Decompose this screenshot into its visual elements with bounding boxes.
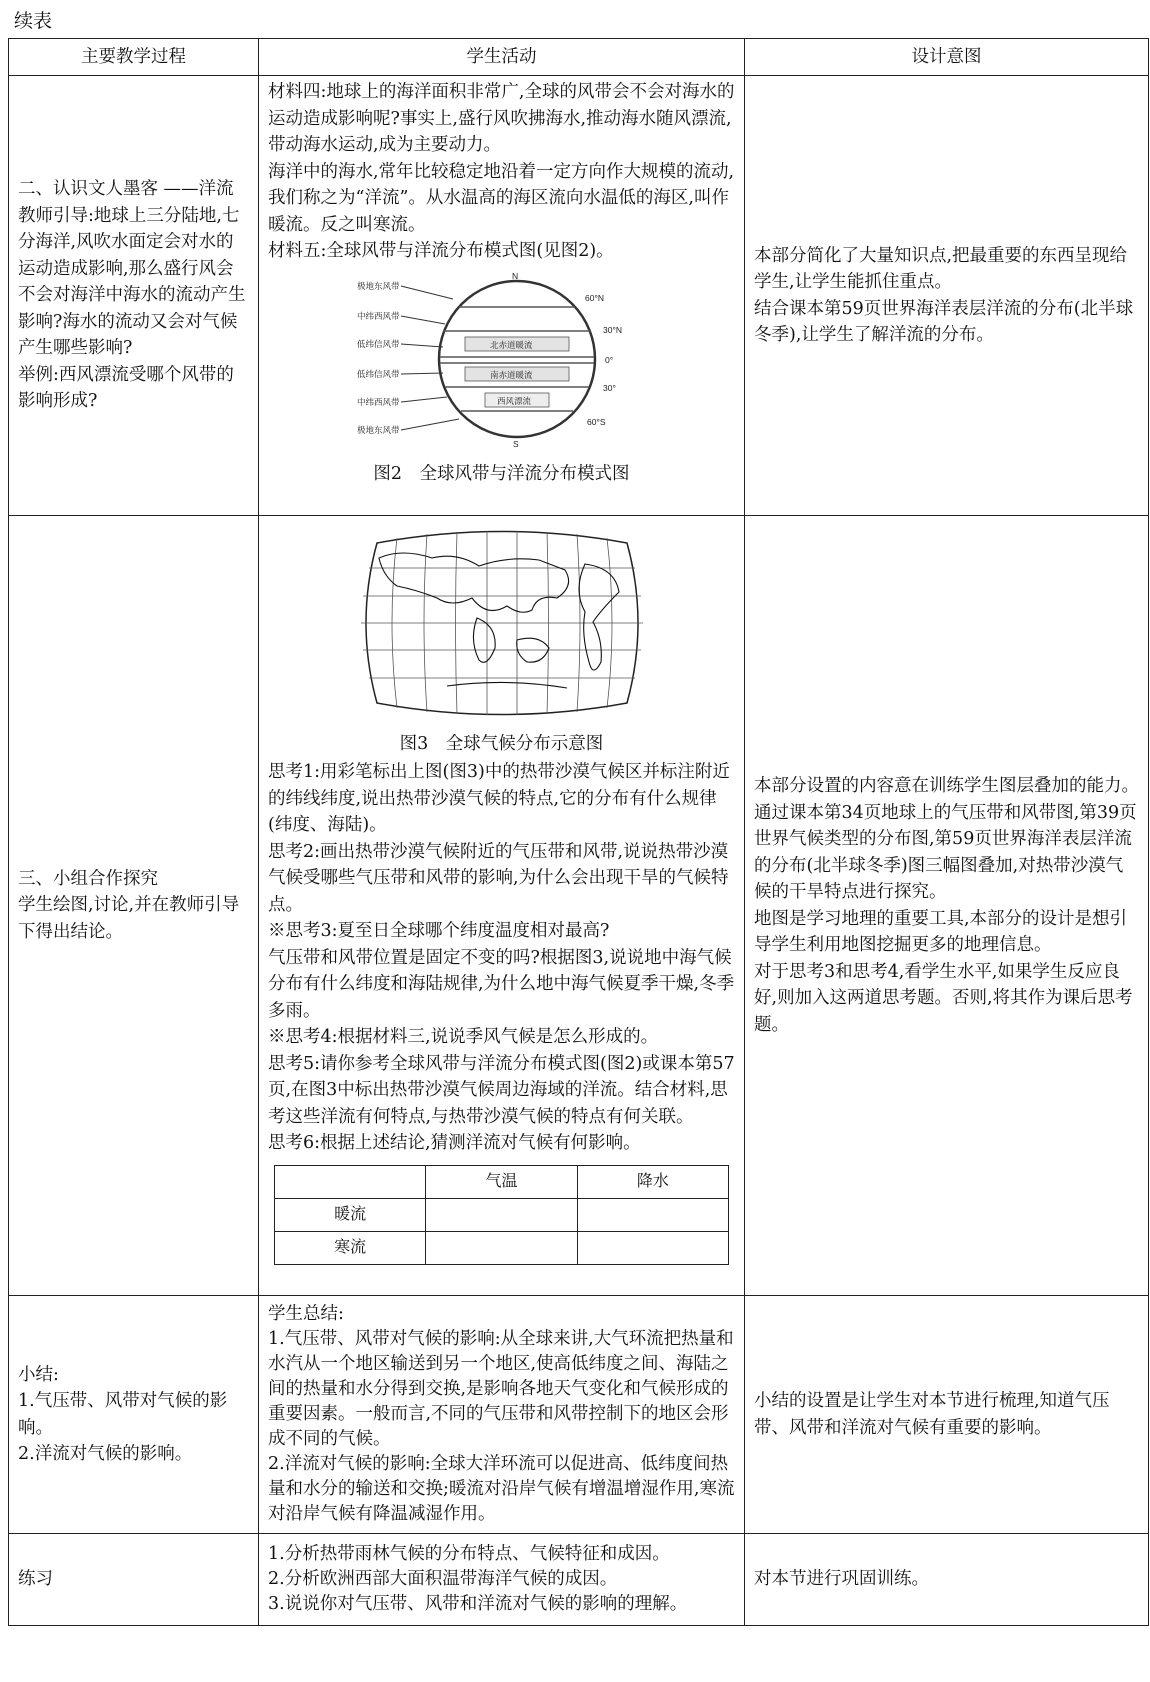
activity-text: 气压带和风带位置是固定不变的吗?根据图3,说说地中海气候分布有什么纬度和海陆规律,为什么地中海气候夏季干燥,冬季多雨。	[268, 947, 735, 1021]
process-text: 1.气压带、风带对气候的影响。	[18, 1391, 228, 1438]
process-text: 练习	[18, 1569, 53, 1590]
lat-label: 60°S	[586, 416, 606, 427]
intent-text: 结合课本第59页世界海洋表层洋流的分布(北半球冬季),让学生了解洋流的分布。	[754, 298, 1134, 345]
intent-cell	[745, 1534, 1149, 1626]
activity-text: 2.洋流对气候的影响:全球大洋环流可以促进高、低纬度间热量和水分的输送和交换;暖流对沿岸气候有增温增湿作用,寒流对沿岸气候有降温减湿作用。	[268, 1454, 735, 1524]
activity-text: ※思考3:夏至日全球哪个纬度温度相对最高?	[268, 921, 610, 941]
activity-text: 思考6:根据上述结论,猜测洋流对气候有何影响。	[268, 1133, 641, 1153]
intent-text: 本部分简化了大量知识点,把最重要的东西呈现给学生,让学生能抓住重点。	[754, 245, 1128, 292]
process-text: 三、小组合作探究	[18, 868, 158, 889]
activity-text: 1.分析热带雨林气候的分布特点、气候特征和成因。	[268, 1544, 670, 1564]
wind-belt-label: 极地东风带	[356, 424, 400, 435]
activity-cell	[259, 1296, 745, 1534]
subtable-header: 降水	[577, 1165, 728, 1198]
subtable-row-header: 寒流	[275, 1231, 426, 1264]
intent-text: 本部分设置的内容意在训练学生图层叠加的能力。通过课本第34页地球上的气压带和风带图,第39页世界气候类型的分布图,第59页世界海洋表层洋流的分布(北半球冬季)图三幅图叠加,对热带沙漠气候的干旱特点进行探究。	[754, 776, 1139, 902]
table-row	[9, 516, 1149, 1296]
current-label: 西风漂流	[496, 395, 531, 406]
process-text: 小结:	[18, 1364, 59, 1385]
subtable-cell[interactable]	[577, 1231, 728, 1264]
continued-label: 续表	[14, 10, 53, 32]
table-row	[9, 1296, 1149, 1534]
subtable-cell[interactable]	[426, 1231, 577, 1264]
current-label: 南赤道暖流	[489, 369, 533, 380]
table-row	[9, 76, 1149, 516]
wind-belt-label: 低纬信风带	[356, 368, 400, 379]
current-climate-table	[274, 1165, 729, 1265]
intent-text: 对本节进行巩固训练。	[754, 1569, 929, 1590]
process-cell	[9, 76, 259, 516]
activity-text: 材料五:全球风带与洋流分布模式图(见图2)。	[268, 241, 614, 261]
current-label: 北赤道暖流	[489, 339, 533, 350]
figure-2-wind-belts-diagram	[268, 269, 735, 458]
intent-text: 地图是学习地理的重要工具,本部分的设计是想引导学生利用地图挖掘更多的地理信息。	[754, 908, 1128, 955]
header-process: 主要教学过程	[9, 39, 259, 76]
table-row	[9, 1534, 1149, 1626]
activity-cell	[259, 516, 745, 1296]
wind-belt-label: 中纬西风带	[356, 396, 400, 407]
activity-text: 海洋中的海水,常年比较稳定地沿着一定方向作大规模的流动,我们称之为“洋流”。从水温高的海区流向水温低的海区,叫作暖流。反之叫寒流。	[268, 161, 735, 235]
process-text: 教师引导:地球上三分陆地,七分海洋,风吹水面定会对水的运动造成影响,那么盛行风会不会对海洋中海水的流动产生影响?海水的流动又会对气候产生哪些影响?	[18, 205, 246, 359]
wind-belt-label: 中纬西风带	[356, 310, 400, 321]
process-text: 学生绘图,讨论,并在教师引导下得出结论。	[18, 895, 240, 942]
process-text: 二、认识文人墨客 ——洋流	[18, 179, 234, 200]
process-text: 2.洋流对气候的影响。	[18, 1444, 193, 1464]
figure-2-caption: 图2 全球风带与洋流分布模式图	[373, 464, 630, 484]
intent-cell	[745, 76, 1149, 516]
lat-label: 30°N	[602, 324, 622, 335]
lat-label: N	[511, 270, 518, 281]
activity-text: 2.分析欧洲西部大面积温带海洋气候的成因。	[268, 1569, 618, 1589]
activity-text: ※思考4:根据材料三,说说季风气候是怎么形成的。	[268, 1027, 659, 1047]
figure-3-caption: 图3 全球气候分布示意图	[399, 733, 604, 754]
activity-text: 思考2:画出热带沙漠气候附近的气压带和风带,说说热带沙漠气候受哪些气压带和风带的影响,为什么会出现干旱的气候特点。	[268, 841, 729, 915]
activity-text: 学生总结:	[268, 1304, 344, 1324]
header-intent: 设计意图	[745, 39, 1149, 76]
wind-belt-label: 低纬信风带	[356, 338, 400, 349]
process-cell	[9, 1534, 259, 1626]
lat-label: S	[512, 438, 519, 449]
lat-label: 0°	[604, 354, 613, 365]
activity-text: 材料四:地球上的海洋面积非常广,全球的风带会不会对海水的运动造成影响呢?事实上,盛行风吹拂海水,推动海水随风漂流,带动海水运动,成为主要动力。	[268, 82, 735, 155]
lat-label: 30°	[602, 382, 616, 393]
subtable-header: 气温	[426, 1165, 577, 1198]
lat-label: 60°N	[584, 292, 604, 303]
wind-belt-label: 极地东风带	[356, 280, 400, 291]
activity-cell	[259, 1534, 745, 1626]
subtable-row-header: 暖流	[275, 1198, 426, 1231]
activity-text: 思考5:请你参考全球风带与洋流分布模式图(图2)或课本第57页,在图3中标出热带沙漠气候周边海域的洋流。结合材料,思考这些洋流有何特点,与热带沙漠气候的特点有何关联。	[268, 1053, 735, 1127]
lesson-table	[8, 38, 1149, 1626]
process-cell	[9, 516, 259, 1296]
intent-text: 小结的设置是让学生对本节进行梳理,知道气压带、风带和洋流对气候有重要的影响。	[754, 1391, 1110, 1438]
subtable-cell[interactable]	[577, 1198, 728, 1231]
activity-cell	[259, 76, 745, 516]
process-text: 举例:西风漂流受哪个风带的影响形成?	[18, 364, 234, 412]
header-activity: 学生活动	[259, 39, 745, 76]
intent-cell	[745, 516, 1149, 1296]
intent-text: 对于思考3和思考4,看学生水平,如果学生反应良好,则加入这两道思考题。否则,将其作为课后思考题。	[754, 961, 1133, 1035]
intent-cell	[745, 1296, 1149, 1534]
activity-text: 1.气压带、风带对气候的影响:从全球来讲,大气环流把热量和水汽从一个地区输送到另一个地区,使高低纬度之间、海陆之间的热量和水分得到交换,是影响各地天气变化和气候形成的重要因素。一般而言,不同的气压带和风带控制下的地区会形成不同的气候。	[268, 1329, 734, 1449]
subtable-header	[275, 1165, 426, 1198]
activity-text: 3.说说你对气压带、风带和洋流对气候的影响的理解。	[268, 1594, 688, 1614]
header-row	[9, 39, 1149, 76]
subtable-cell[interactable]	[426, 1198, 577, 1231]
activity-text: 思考1:用彩笔标出上图(图3)中的热带沙漠气候区并标注附近的纬线纬度,说出热带沙漠气候的特点,它的分布有什么规律(纬度、海陆)。	[268, 762, 730, 835]
figure-3-world-climate-map	[268, 528, 735, 727]
process-cell	[9, 1296, 259, 1534]
